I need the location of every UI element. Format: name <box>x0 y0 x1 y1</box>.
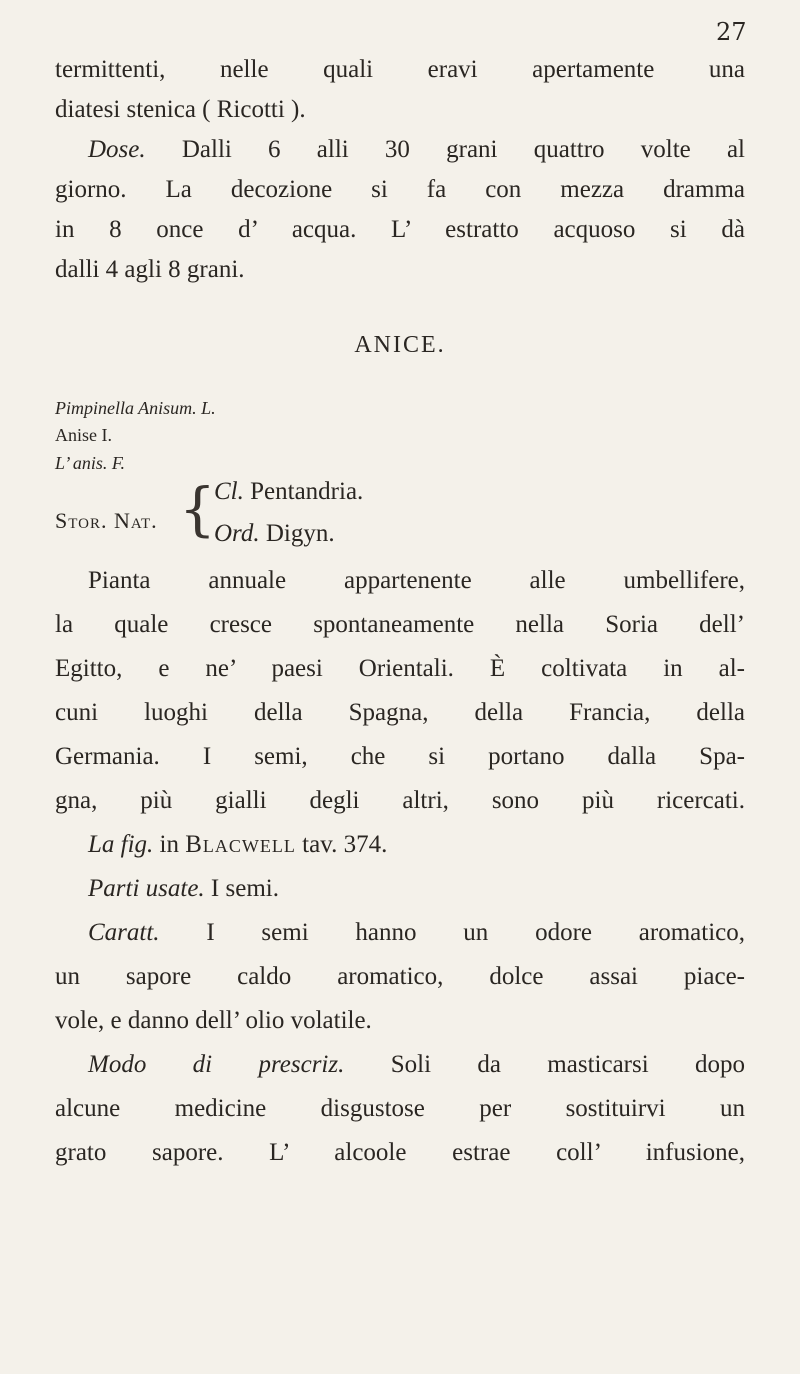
dose-label: Dose. <box>88 136 146 163</box>
parts-used <box>88 871 745 907</box>
section-heading: ANICE. <box>354 332 446 358</box>
synonym-italian: Anise I. <box>55 425 112 445</box>
characters-line <box>88 915 745 951</box>
dose-line <box>88 132 745 168</box>
order-line <box>214 520 335 548</box>
class-label: Cl. <box>214 478 244 505</box>
parts-label: Parti usate. <box>88 875 205 902</box>
text-line: dalli 4 agli 8 grani. <box>55 256 245 283</box>
text-line: diatesi stenica ( Ricotti ). <box>55 96 306 123</box>
order-value: Digyn. <box>265 520 335 547</box>
text-line: vole, e danno dell’ olio volatile. <box>55 1007 372 1034</box>
figure-reference <box>88 827 745 863</box>
class-line <box>214 478 363 506</box>
page-number: 27 <box>716 18 747 46</box>
synonym-french: L’ anis. F. <box>55 453 126 473</box>
class-value: Pentandria. <box>250 478 364 505</box>
characters-label: Caratt. <box>88 919 160 946</box>
text-line: giorno. La decozione si fa con mezza dramma <box>55 176 745 203</box>
text-line: Egitto, e ne’ paesi Orientali. È coltivata in al- <box>55 655 745 682</box>
brace-symbol: { <box>179 475 216 543</box>
classification-label: Stor. Nat. <box>55 508 158 533</box>
text-line: termittenti, nelle quali eravi apertamente una <box>55 56 745 83</box>
figure-label: La fig. <box>88 831 154 858</box>
text-line: alcune medicine disgustose per sostituirvi un <box>55 1095 745 1122</box>
prescription-line <box>88 1047 745 1083</box>
prescription-label: Modo di prescriz. <box>88 1051 345 1078</box>
text-line: grato sapore. L’ alcoole estrae coll’ infusione, <box>55 1139 745 1166</box>
figure-ref: tav. 374. <box>302 831 388 858</box>
text-line: la quale cresce spontaneamente nella Soria dell’ <box>55 611 745 638</box>
text-line: Pianta annuale appartenente alle umbellifere, <box>88 567 745 594</box>
prescription-text: Soli da masticarsi dopo <box>390 1051 746 1078</box>
text-line: gna, più gialli degli altri, sono più ricercati. <box>55 787 745 814</box>
dose-text: Dalli 6 alli 30 grani quattro volte al <box>181 136 745 163</box>
text-line: Germania. I semi, che si portano dalla Spa- <box>55 743 745 770</box>
figure-in-word: in <box>159 831 179 858</box>
characters-text: I semi hanno un odore aromatico, <box>206 919 745 946</box>
text-line: un sapore caldo aromatico, dolce assai piace- <box>55 963 745 990</box>
order-label: Ord. <box>214 520 260 547</box>
text-line: cuni luoghi della Spagna, della Francia, della <box>55 699 745 726</box>
synonym-latin: Pimpinella Anisum. L. <box>55 398 216 418</box>
figure-author: Blacwell <box>185 831 296 858</box>
text-line: in 8 once d’ acqua. L’ estratto acquoso si dà <box>55 216 745 243</box>
parts-text: I semi. <box>210 875 279 902</box>
